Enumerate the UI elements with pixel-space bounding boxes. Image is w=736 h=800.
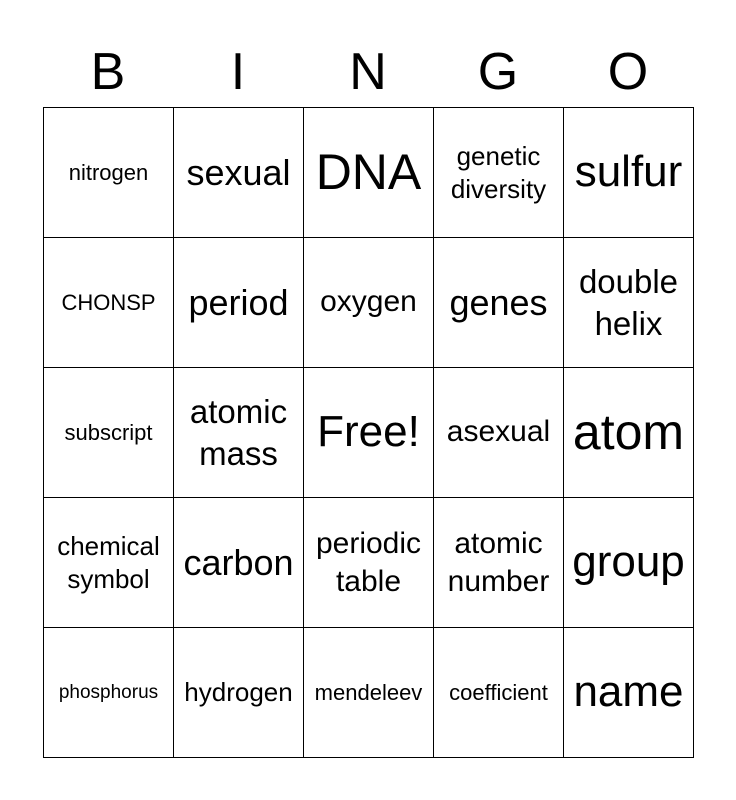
bingo-cell[interactable] <box>304 108 434 238</box>
bingo-header <box>43 40 693 104</box>
bingo-cell[interactable] <box>174 238 304 368</box>
cell-label: sexual <box>186 151 291 193</box>
bingo-cell[interactable] <box>174 368 304 498</box>
cell-label: subscript <box>64 419 153 445</box>
cell-label: name <box>573 667 684 717</box>
cell-label: atomic number <box>447 527 550 598</box>
bingo-board <box>43 107 694 758</box>
bingo-cell[interactable] <box>44 238 174 368</box>
bingo-cell-free[interactable] <box>304 368 434 498</box>
cell-label: group <box>572 537 685 587</box>
bingo-cell[interactable] <box>304 628 434 758</box>
cell-label: sulfur <box>574 147 683 197</box>
bingo-cell[interactable] <box>174 108 304 238</box>
bingo-cell[interactable] <box>564 108 694 238</box>
cell-label: nitrogen <box>68 159 149 185</box>
cell-label: atom <box>572 404 685 460</box>
bingo-cell[interactable] <box>304 238 434 368</box>
bingo-cell[interactable] <box>44 368 174 498</box>
bingo-cell[interactable] <box>434 628 564 758</box>
cell-label: DNA <box>315 144 422 200</box>
bingo-cell[interactable] <box>564 628 694 758</box>
cell-label: Free! <box>317 407 420 457</box>
bingo-cell[interactable] <box>434 238 564 368</box>
bingo-cell[interactable] <box>564 498 694 628</box>
cell-label: hydrogen <box>184 676 293 707</box>
bingo-cell[interactable] <box>434 368 564 498</box>
bingo-cell[interactable] <box>564 368 694 498</box>
bingo-cell[interactable] <box>174 628 304 758</box>
cell-label: CHONSP <box>61 289 156 315</box>
header-letter-b: B <box>90 43 126 101</box>
bingo-cell[interactable] <box>434 498 564 628</box>
bingo-cell[interactable] <box>304 498 434 628</box>
cell-label: genetic diversity <box>450 141 547 204</box>
bingo-cell[interactable] <box>44 108 174 238</box>
bingo-cell[interactable] <box>44 628 174 758</box>
cell-label: double helix <box>578 263 679 342</box>
cell-label: carbon <box>183 541 294 583</box>
cell-label: periodic table <box>315 527 422 598</box>
bingo-cell[interactable] <box>564 238 694 368</box>
header-letter-o: O <box>607 43 649 101</box>
bingo-cell[interactable] <box>44 498 174 628</box>
cell-label: asexual <box>446 415 551 449</box>
cell-label: oxygen <box>320 285 417 319</box>
bingo-cell[interactable] <box>434 108 564 238</box>
cell-label: period <box>188 281 289 323</box>
cell-label: mendeleev <box>314 679 423 705</box>
cell-label: genes <box>449 281 548 323</box>
cell-label: atomic mass <box>189 393 288 472</box>
header-letter-g: G <box>477 43 519 101</box>
cell-label: phosphorus <box>58 681 159 703</box>
header-letter-i: I <box>230 43 246 101</box>
bingo-cell[interactable] <box>174 498 304 628</box>
cell-label: chemical symbol <box>57 531 160 594</box>
cell-label: coefficient <box>449 679 548 705</box>
header-letter-n: N <box>349 43 387 101</box>
